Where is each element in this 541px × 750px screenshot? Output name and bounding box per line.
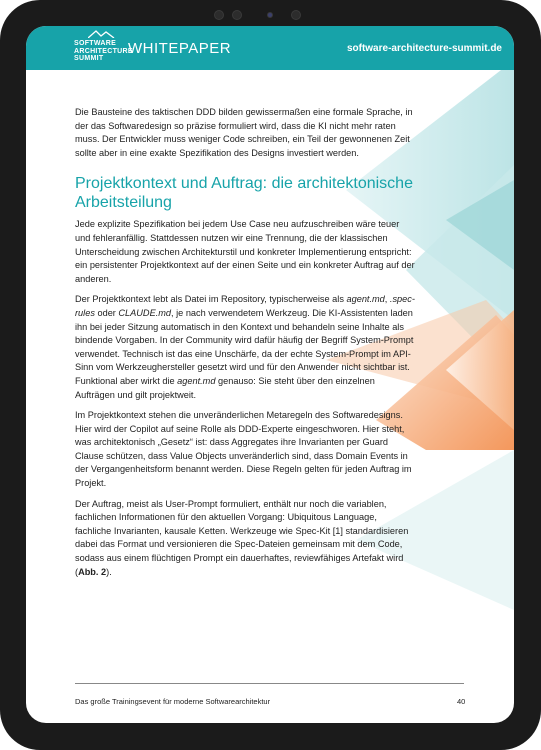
paragraph: Jede explizite Spezifikation bei jedem Use Case neu aufzuschreiben wäre teuer und fehleranfällig. Stattdessen nutzen wir eine Trennung, die der klassischen Unterscheidung zwischen Architekturstil und konkreter Implementierung entspricht: ein persistenter Projektkontext auf der einen Seite und ein konkreter Auftrag auf der anderen. <box>75 219 415 284</box>
whitepaper-title: WHITEPAPER <box>128 40 232 57</box>
logo-line-1: SOFTWARE <box>74 40 117 47</box>
article-body <box>75 106 415 586</box>
footer-divider <box>75 683 464 684</box>
mountain-icon <box>88 30 118 38</box>
camera-icon <box>232 10 242 20</box>
sensor-icon <box>291 10 301 20</box>
logo-line-3: SUMMIT <box>74 55 104 62</box>
figure-reference: Abb. 2 <box>78 566 107 577</box>
paragraph: Der Auftrag, meist als User-Prompt formuliert, enthält nur noch die variablen, fachlichen Informationen für den aktuellen Vorgang: Ubiquitous Language, fachliche Invarianten, kausale Ketten. Werkzeuge wie Spec-Kit [1] standardisieren dabei das Format und versionieren die Spec-Dateien gemeinsam mit dem Code, sodass aus einem flüchtigen Prompt ein dauerhaftes, reviewfähiges Artefakt wird (Abb. 2). <box>75 498 409 577</box>
page-header <box>26 26 514 70</box>
document-page <box>26 26 514 723</box>
section-heading: Projektkontext und Auftrag: die architektonische Arbeitsteilung <box>75 175 413 212</box>
footer-text: Das große Trainingsevent für moderne Softwarearchitektur <box>75 697 271 706</box>
paragraph: Die Bausteine des taktischen DDD bilden gewissermaßen eine formale Sprache, in der das Softwaredesign so präzise formuliert wird, dass die KI nicht mehr raten muss. Der Entwickler muss weniger Code schreiben, ein Teil der gewonnenen Zeit sollte aber in eine exakte Spezifikation des Designs investiert werden. <box>75 107 413 158</box>
paragraph: Im Projektkontext stehen die unveränderlichen Metaregeln des Softwaredesigns. Hier wird der Copilot auf seine Rolle als DDD-Experte eingeschworen. Hier steht, was architektonisch „Gesetz“ ist: dass Aggregates ihre Invarianten per Guard Clause schützen, dass Value Objects unveränderlich sind, dass Domain Events in der Vergangenheitsform benannt werden. Diese Regeln gelten für jeden Auftrag im Projekt. <box>75 410 412 489</box>
paragraph: Der Projektkontext lebt als Datei im Repository, typischerweise als agent.md, .spec-rules oder CLAUDE.md, je nach verwendetem Werkzeug. Die KI-Assistenten laden ihn bei jeder Sitzung automatisch in den Kontext und behandeln seine Inhalte als bindende Vorgaben. In der Community wird dafür häufig der Begriff System-Prompt verwendet. Technisch ist das eine Unschärfe, da der echte System-Prompt im API-Sinn vom Werkzeughersteller gesetzt wird und für den Anwender nicht sichtbar ist. Funktional aber wirkt die agent.md genauso: Sie steht über den einzelnen Aufträgen und gilt projektweit. <box>75 294 415 400</box>
page-number: 40 <box>457 697 466 706</box>
logo-line-2: ARCHITECTURE <box>74 47 133 55</box>
sensor-icon <box>214 10 224 20</box>
site-link[interactable]: software-architecture-summit.de <box>346 43 502 54</box>
camera-lens-icon <box>267 12 273 18</box>
